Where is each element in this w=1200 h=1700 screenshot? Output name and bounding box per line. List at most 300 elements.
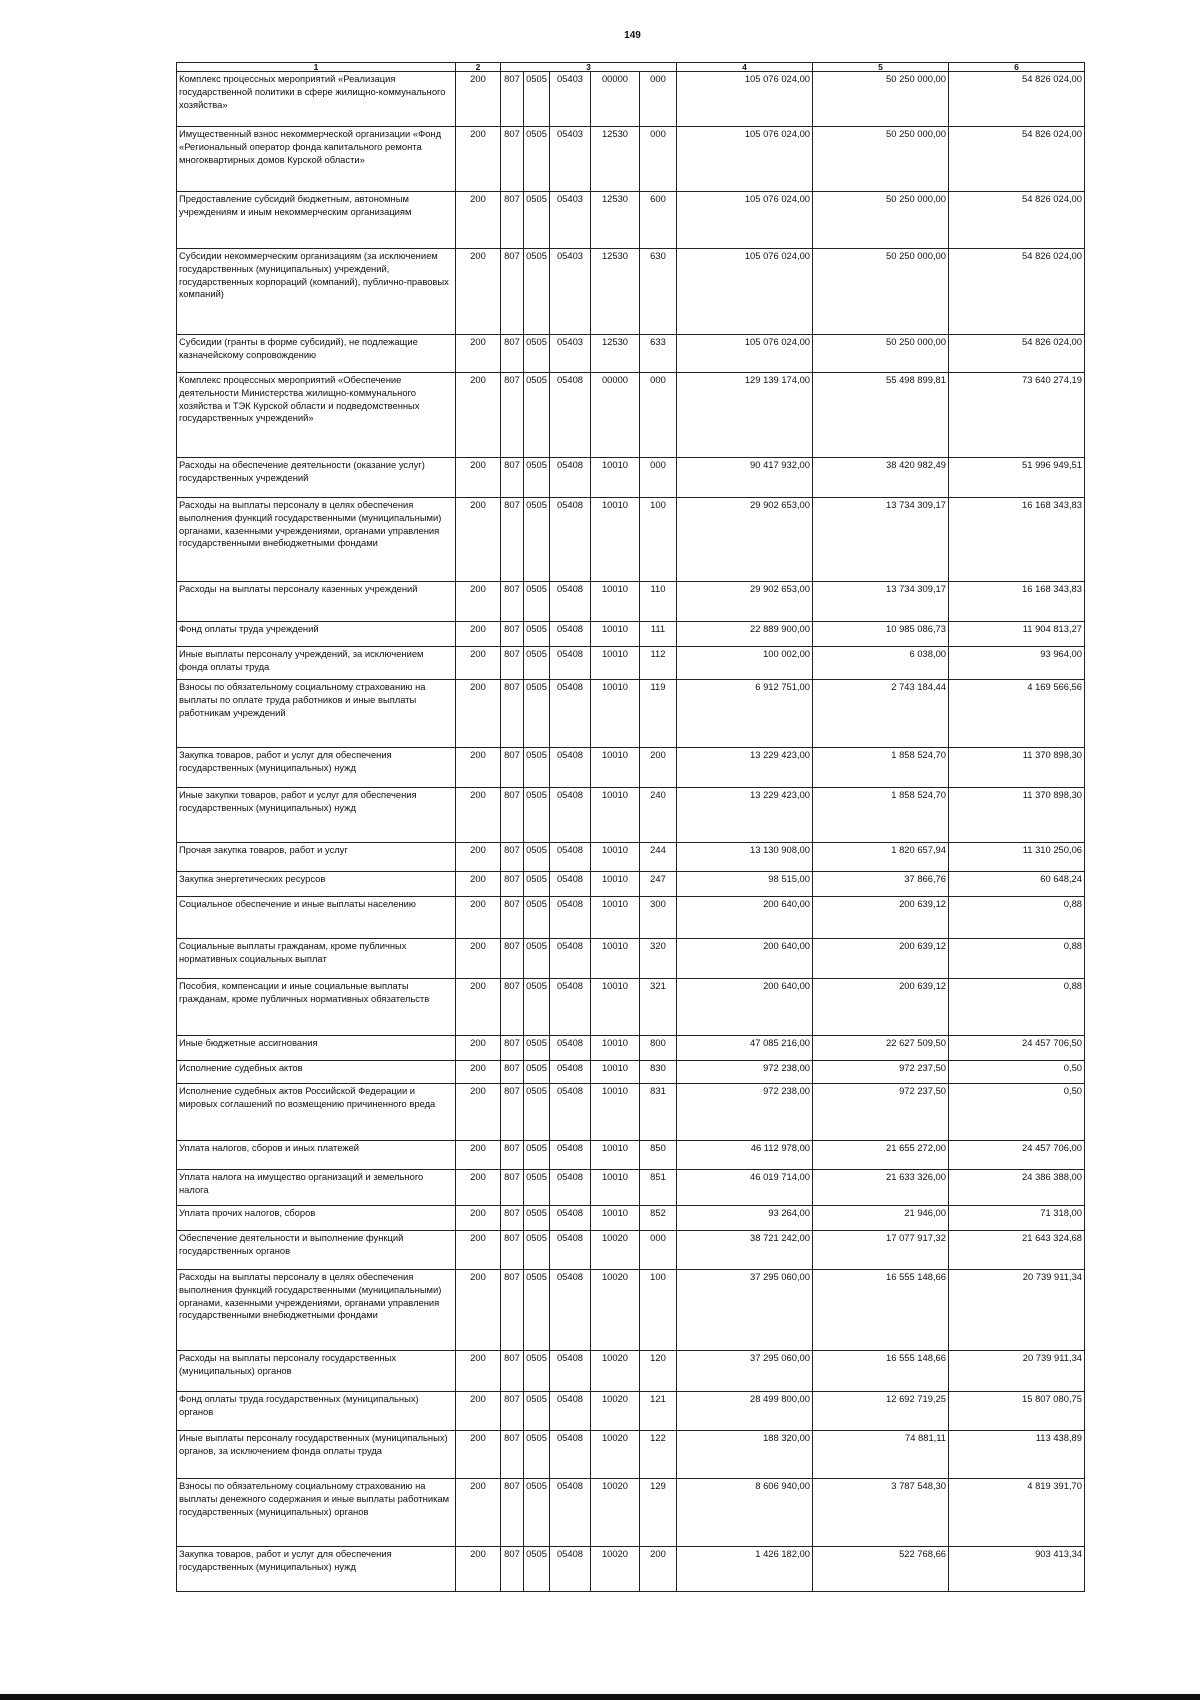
amount-cell-col5: 16 555 148,66	[813, 1270, 949, 1351]
code-cell-admin: 807	[501, 1547, 524, 1592]
amount-cell-col4: 6 912 751,00	[677, 680, 813, 748]
row-name-cell: Прочая закупка товаров, работ и услуг	[177, 843, 456, 872]
code-cell-section: 0505	[524, 1479, 550, 1547]
code-cell-admin: 807	[501, 127, 524, 192]
amount-cell-col6: 16 168 343,83	[949, 498, 1085, 582]
code-cell-program: 05408	[550, 1061, 591, 1084]
amount-cell-col5: 1 858 524,70	[813, 748, 949, 788]
code-cell-section: 0505	[524, 979, 550, 1036]
table-row	[177, 979, 1085, 1036]
code-cell-program: 05408	[550, 1479, 591, 1547]
code-cell-direction: 12530	[591, 192, 640, 249]
amount-cell-col6: 15 807 080,75	[949, 1392, 1085, 1431]
amount-cell-col6: 54 826 024,00	[949, 249, 1085, 335]
code-cell-col2: 200	[456, 1351, 501, 1392]
code-cell-col2: 200	[456, 1547, 501, 1592]
code-cell-section: 0505	[524, 1061, 550, 1084]
code-cell-direction: 10010	[591, 1084, 640, 1141]
code-cell-expense-type: 122	[640, 1431, 677, 1479]
code-cell-direction: 10020	[591, 1479, 640, 1547]
row-name-cell: Уплата прочих налогов, сборов	[177, 1206, 456, 1231]
amount-cell-col5: 22 627 509,50	[813, 1036, 949, 1061]
code-cell-program: 05408	[550, 1084, 591, 1141]
amount-cell-col6: 11 370 898,30	[949, 788, 1085, 843]
amount-cell-col5: 55 498 899,81	[813, 373, 949, 458]
code-cell-direction: 12530	[591, 127, 640, 192]
code-cell-section: 0505	[524, 647, 550, 680]
code-cell-expense-type: 000	[640, 373, 677, 458]
amount-cell-col4: 13 130 908,00	[677, 843, 813, 872]
code-cell-section: 0505	[524, 249, 550, 335]
code-cell-direction: 10020	[591, 1392, 640, 1431]
code-cell-col2: 200	[456, 872, 501, 897]
amount-cell-col5: 12 692 719,25	[813, 1392, 949, 1431]
code-cell-section: 0505	[524, 1206, 550, 1231]
amount-cell-col4: 105 076 024,00	[677, 72, 813, 127]
code-cell-direction: 10010	[591, 788, 640, 843]
row-name-cell: Обеспечение деятельности и выполнение функций государственных органов	[177, 1231, 456, 1270]
code-cell-admin: 807	[501, 979, 524, 1036]
code-cell-expense-type: 300	[640, 897, 677, 939]
code-cell-program: 05408	[550, 1141, 591, 1170]
code-cell-section: 0505	[524, 72, 550, 127]
code-cell-expense-type: 112	[640, 647, 677, 680]
row-name-cell: Иные бюджетные ассигнования	[177, 1036, 456, 1061]
code-cell-col2: 200	[456, 1036, 501, 1061]
code-cell-direction: 10010	[591, 622, 640, 647]
amount-cell-col6: 54 826 024,00	[949, 72, 1085, 127]
amount-cell-col6: 11 370 898,30	[949, 748, 1085, 788]
amount-cell-col6: 0,50	[949, 1084, 1085, 1141]
amount-cell-col4: 13 229 423,00	[677, 748, 813, 788]
code-cell-col2: 200	[456, 249, 501, 335]
amount-cell-col4: 22 889 900,00	[677, 622, 813, 647]
amount-cell-col5: 13 734 309,17	[813, 498, 949, 582]
table-row	[177, 1036, 1085, 1061]
code-cell-col2: 200	[456, 373, 501, 458]
code-cell-section: 0505	[524, 680, 550, 748]
row-name-cell: Предоставление субсидий бюджетным, автономным учреждениям и иным некоммерческим организациям	[177, 192, 456, 249]
code-cell-program: 05408	[550, 1270, 591, 1351]
header-cell-col6: 6	[949, 63, 1085, 72]
code-cell-expense-type: 800	[640, 1036, 677, 1061]
amount-cell-col5: 21 633 326,00	[813, 1170, 949, 1206]
code-cell-expense-type: 321	[640, 979, 677, 1036]
code-cell-expense-type: 119	[640, 680, 677, 748]
amount-cell-col5: 16 555 148,66	[813, 1351, 949, 1392]
code-cell-section: 0505	[524, 335, 550, 373]
table-row	[177, 458, 1085, 498]
row-name-cell: Социальное обеспечение и иные выплаты населению	[177, 897, 456, 939]
amount-cell-col4: 28 499 800,00	[677, 1392, 813, 1431]
table-row	[177, 127, 1085, 192]
code-cell-program: 05408	[550, 788, 591, 843]
amount-cell-col4: 972 238,00	[677, 1084, 813, 1141]
row-name-cell: Закупка энергетических ресурсов	[177, 872, 456, 897]
code-cell-col2: 200	[456, 458, 501, 498]
code-cell-admin: 807	[501, 249, 524, 335]
code-cell-program: 05408	[550, 622, 591, 647]
code-cell-admin: 807	[501, 1351, 524, 1392]
amount-cell-col6: 4 169 566,56	[949, 680, 1085, 748]
amount-cell-col6: 903 413,34	[949, 1547, 1085, 1592]
code-cell-program: 05408	[550, 458, 591, 498]
code-cell-admin: 807	[501, 897, 524, 939]
amount-cell-col5: 2 743 184,44	[813, 680, 949, 748]
code-cell-expense-type: 830	[640, 1061, 677, 1084]
amount-cell-col6: 54 826 024,00	[949, 335, 1085, 373]
amount-cell-col5: 37 866,76	[813, 872, 949, 897]
code-cell-program: 05408	[550, 498, 591, 582]
code-cell-section: 0505	[524, 788, 550, 843]
code-cell-admin: 807	[501, 939, 524, 979]
amount-cell-col6: 11 904 813,27	[949, 622, 1085, 647]
code-cell-section: 0505	[524, 127, 550, 192]
code-cell-col2: 200	[456, 979, 501, 1036]
amount-cell-col6: 24 457 706,50	[949, 1036, 1085, 1061]
code-cell-admin: 807	[501, 1141, 524, 1170]
code-cell-admin: 807	[501, 1170, 524, 1206]
table-row	[177, 1351, 1085, 1392]
amount-cell-col4: 200 640,00	[677, 897, 813, 939]
code-cell-program: 05408	[550, 1547, 591, 1592]
table-row	[177, 939, 1085, 979]
code-cell-col2: 200	[456, 1479, 501, 1547]
header-cell-col3: 3	[501, 63, 677, 72]
amount-cell-col4: 29 902 653,00	[677, 582, 813, 622]
code-cell-expense-type: 110	[640, 582, 677, 622]
amount-cell-col6: 113 438,89	[949, 1431, 1085, 1479]
row-name-cell: Комплекс процессных мероприятий «Реализация государственной политики в сфере жилищно-коммунального хозяйства»	[177, 72, 456, 127]
code-cell-section: 0505	[524, 872, 550, 897]
row-name-cell: Иные выплаты персоналу государственных (муниципальных) органов, за исключением фонда оплаты труда	[177, 1431, 456, 1479]
amount-cell-col5: 200 639,12	[813, 897, 949, 939]
code-cell-direction: 10010	[591, 680, 640, 748]
code-cell-col2: 200	[456, 1231, 501, 1270]
code-cell-col2: 200	[456, 897, 501, 939]
amount-cell-col6: 51 996 949,51	[949, 458, 1085, 498]
code-cell-expense-type: 111	[640, 622, 677, 647]
code-cell-section: 0505	[524, 622, 550, 647]
code-cell-admin: 807	[501, 335, 524, 373]
code-cell-direction: 10010	[591, 897, 640, 939]
code-cell-program: 05408	[550, 582, 591, 622]
code-cell-admin: 807	[501, 1084, 524, 1141]
amount-cell-col4: 188 320,00	[677, 1431, 813, 1479]
code-cell-expense-type: 000	[640, 127, 677, 192]
amount-cell-col5: 21 655 272,00	[813, 1141, 949, 1170]
amount-cell-col6: 11 310 250,06	[949, 843, 1085, 872]
amount-cell-col4: 105 076 024,00	[677, 249, 813, 335]
code-cell-admin: 807	[501, 1231, 524, 1270]
code-cell-admin: 807	[501, 1431, 524, 1479]
amount-cell-col4: 200 640,00	[677, 979, 813, 1036]
code-cell-direction: 10010	[591, 748, 640, 788]
row-name-cell: Фонд оплаты труда учреждений	[177, 622, 456, 647]
row-name-cell: Расходы на выплаты персоналу в целях обеспечения выполнения функций государственными (муниципальными) органами, казенными учреждениями, органами управления государственными внебюджетными фондами	[177, 1270, 456, 1351]
row-name-cell: Иные выплаты персоналу учреждений, за исключением фонда оплаты труда	[177, 647, 456, 680]
code-cell-expense-type: 000	[640, 1231, 677, 1270]
table-row	[177, 680, 1085, 748]
code-cell-program: 05403	[550, 192, 591, 249]
amount-cell-col5: 50 250 000,00	[813, 249, 949, 335]
code-cell-expense-type: 600	[640, 192, 677, 249]
amount-cell-col6: 0,88	[949, 939, 1085, 979]
code-cell-col2: 200	[456, 748, 501, 788]
code-cell-section: 0505	[524, 897, 550, 939]
code-cell-col2: 200	[456, 335, 501, 373]
code-cell-admin: 807	[501, 1206, 524, 1231]
amount-cell-col6: 24 386 388,00	[949, 1170, 1085, 1206]
code-cell-section: 0505	[524, 843, 550, 872]
amount-cell-col6: 24 457 706,00	[949, 1141, 1085, 1170]
code-cell-col2: 200	[456, 127, 501, 192]
code-cell-direction: 10010	[591, 872, 640, 897]
amount-cell-col5: 200 639,12	[813, 979, 949, 1036]
code-cell-col2: 200	[456, 647, 501, 680]
code-cell-direction: 10010	[591, 1061, 640, 1084]
code-cell-direction: 12530	[591, 249, 640, 335]
code-cell-admin: 807	[501, 582, 524, 622]
amount-cell-col4: 46 112 978,00	[677, 1141, 813, 1170]
code-cell-direction: 10010	[591, 939, 640, 979]
row-name-cell: Взносы по обязательному социальному страхованию на выплаты денежного содержания и иные выплаты работникам государственных (муниципальных) органов	[177, 1479, 456, 1547]
amount-cell-col4: 200 640,00	[677, 939, 813, 979]
amount-cell-col6: 54 826 024,00	[949, 192, 1085, 249]
code-cell-program: 05408	[550, 647, 591, 680]
code-cell-col2: 200	[456, 939, 501, 979]
amount-cell-col5: 50 250 000,00	[813, 192, 949, 249]
table-row	[177, 1547, 1085, 1592]
code-cell-expense-type: 000	[640, 458, 677, 498]
code-cell-program: 05408	[550, 1351, 591, 1392]
amount-cell-col4: 8 606 940,00	[677, 1479, 813, 1547]
code-cell-program: 05403	[550, 127, 591, 192]
code-cell-program: 05408	[550, 1170, 591, 1206]
header-cell-col2: 2	[456, 63, 501, 72]
code-cell-col2: 200	[456, 498, 501, 582]
row-name-cell: Социальные выплаты гражданам, кроме публичных нормативных социальных выплат	[177, 939, 456, 979]
amount-cell-col4: 1 426 182,00	[677, 1547, 813, 1592]
amount-cell-col4: 90 417 932,00	[677, 458, 813, 498]
table-row	[177, 1479, 1085, 1547]
table-row	[177, 843, 1085, 872]
row-name-cell: Взносы по обязательному социальному страхованию на выплаты по оплате труда работников и иные выплаты работникам учреждений	[177, 680, 456, 748]
code-cell-section: 0505	[524, 192, 550, 249]
code-cell-direction: 10010	[591, 843, 640, 872]
amount-cell-col4: 100 002,00	[677, 647, 813, 680]
code-cell-expense-type: 831	[640, 1084, 677, 1141]
code-cell-admin: 807	[501, 872, 524, 897]
amount-cell-col5: 50 250 000,00	[813, 335, 949, 373]
code-cell-expense-type: 244	[640, 843, 677, 872]
code-cell-direction: 10010	[591, 647, 640, 680]
code-cell-col2: 200	[456, 72, 501, 127]
code-cell-program: 05408	[550, 872, 591, 897]
table-row	[177, 622, 1085, 647]
code-cell-section: 0505	[524, 1392, 550, 1431]
code-cell-direction: 12530	[591, 335, 640, 373]
amount-cell-col5: 1 820 657,94	[813, 843, 949, 872]
code-cell-col2: 200	[456, 1141, 501, 1170]
amount-cell-col6: 93 964,00	[949, 647, 1085, 680]
code-cell-expense-type: 851	[640, 1170, 677, 1206]
row-name-cell: Иные закупки товаров, работ и услуг для обеспечения государственных (муниципальных) нужд	[177, 788, 456, 843]
code-cell-program: 05408	[550, 1392, 591, 1431]
code-cell-admin: 807	[501, 647, 524, 680]
code-cell-expense-type: 200	[640, 1547, 677, 1592]
code-cell-program: 05408	[550, 939, 591, 979]
code-cell-admin: 807	[501, 373, 524, 458]
row-name-cell: Исполнение судебных актов	[177, 1061, 456, 1084]
table-row	[177, 373, 1085, 458]
table-row	[177, 582, 1085, 622]
row-name-cell: Закупка товаров, работ и услуг для обеспечения государственных (муниципальных) нужд	[177, 748, 456, 788]
code-cell-program: 05403	[550, 72, 591, 127]
amount-cell-col5: 1 858 524,70	[813, 788, 949, 843]
table-row	[177, 1206, 1085, 1231]
code-cell-direction: 00000	[591, 373, 640, 458]
table-row	[177, 1270, 1085, 1351]
code-cell-admin: 807	[501, 1270, 524, 1351]
table-row	[177, 192, 1085, 249]
amount-cell-col6: 73 640 274,19	[949, 373, 1085, 458]
header-cell-col5: 5	[813, 63, 949, 72]
code-cell-program: 05408	[550, 843, 591, 872]
amount-cell-col6: 21 643 324,68	[949, 1231, 1085, 1270]
amount-cell-col4: 29 902 653,00	[677, 498, 813, 582]
table-row	[177, 897, 1085, 939]
table-row	[177, 1431, 1085, 1479]
amount-cell-col6: 20 739 911,34	[949, 1270, 1085, 1351]
amount-cell-col4: 129 139 174,00	[677, 373, 813, 458]
amount-cell-col5: 200 639,12	[813, 939, 949, 979]
code-cell-program: 05408	[550, 1036, 591, 1061]
amount-cell-col5: 38 420 982,49	[813, 458, 949, 498]
amount-cell-col4: 105 076 024,00	[677, 192, 813, 249]
table-row	[177, 1084, 1085, 1141]
amount-cell-col6: 54 826 024,00	[949, 127, 1085, 192]
code-cell-direction: 10010	[591, 1206, 640, 1231]
code-cell-col2: 200	[456, 1061, 501, 1084]
code-cell-col2: 200	[456, 1270, 501, 1351]
code-cell-section: 0505	[524, 1141, 550, 1170]
table-row	[177, 498, 1085, 582]
code-cell-section: 0505	[524, 1351, 550, 1392]
amount-cell-col5: 6 038,00	[813, 647, 949, 680]
code-cell-col2: 200	[456, 1392, 501, 1431]
code-cell-expense-type: 630	[640, 249, 677, 335]
code-cell-section: 0505	[524, 748, 550, 788]
code-cell-direction: 10020	[591, 1231, 640, 1270]
table-row	[177, 788, 1085, 843]
scan-bottom-border	[0, 1694, 1200, 1700]
code-cell-section: 0505	[524, 939, 550, 979]
budget-table	[176, 62, 1085, 1592]
code-cell-col2: 200	[456, 192, 501, 249]
code-cell-expense-type: 120	[640, 1351, 677, 1392]
code-cell-section: 0505	[524, 1270, 550, 1351]
code-cell-col2: 200	[456, 1206, 501, 1231]
row-name-cell: Уплата налогов, сборов и иных платежей	[177, 1141, 456, 1170]
code-cell-direction: 10010	[591, 582, 640, 622]
code-cell-program: 05408	[550, 1206, 591, 1231]
amount-cell-col4: 46 019 714,00	[677, 1170, 813, 1206]
code-cell-program: 05408	[550, 1431, 591, 1479]
table-row	[177, 872, 1085, 897]
code-cell-expense-type: 633	[640, 335, 677, 373]
table-row	[177, 748, 1085, 788]
code-cell-direction: 10010	[591, 498, 640, 582]
code-cell-expense-type: 200	[640, 748, 677, 788]
amount-cell-col6: 16 168 343,83	[949, 582, 1085, 622]
amount-cell-col5: 3 787 548,30	[813, 1479, 949, 1547]
code-cell-section: 0505	[524, 1036, 550, 1061]
page-number: 149	[624, 30, 641, 41]
code-cell-expense-type: 850	[640, 1141, 677, 1170]
table-row	[177, 72, 1085, 127]
code-cell-col2: 200	[456, 1170, 501, 1206]
code-cell-admin: 807	[501, 680, 524, 748]
code-cell-col2: 200	[456, 622, 501, 647]
code-cell-admin: 807	[501, 1036, 524, 1061]
amount-cell-col5: 972 237,50	[813, 1061, 949, 1084]
code-cell-program: 05403	[550, 335, 591, 373]
code-cell-col2: 200	[456, 788, 501, 843]
amount-cell-col4: 37 295 060,00	[677, 1351, 813, 1392]
amount-cell-col5: 17 077 917,32	[813, 1231, 949, 1270]
code-cell-expense-type: 320	[640, 939, 677, 979]
amount-cell-col5: 21 946,00	[813, 1206, 949, 1231]
code-cell-section: 0505	[524, 582, 550, 622]
row-name-cell: Фонд оплаты труда государственных (муниципальных) органов	[177, 1392, 456, 1431]
code-cell-admin: 807	[501, 458, 524, 498]
row-name-cell: Субсидии (гранты в форме субсидий), не подлежащие казначейскому сопровождению	[177, 335, 456, 373]
code-cell-expense-type: 852	[640, 1206, 677, 1231]
code-cell-section: 0505	[524, 458, 550, 498]
row-name-cell: Субсидии некоммерческим организациям (за исключением государственных (муниципальных) учреждений, государственных корпораций (компаний), публично-правовых компаний)	[177, 249, 456, 335]
code-cell-section: 0505	[524, 498, 550, 582]
code-cell-section: 0505	[524, 1084, 550, 1141]
code-cell-admin: 807	[501, 1061, 524, 1084]
amount-cell-col4: 13 229 423,00	[677, 788, 813, 843]
code-cell-direction: 10010	[591, 458, 640, 498]
row-name-cell: Закупка товаров, работ и услуг для обеспечения государственных (муниципальных) нужд	[177, 1547, 456, 1592]
code-cell-expense-type: 000	[640, 72, 677, 127]
amount-cell-col4: 972 238,00	[677, 1061, 813, 1084]
code-cell-direction: 10020	[591, 1431, 640, 1479]
amount-cell-col6: 20 739 911,34	[949, 1351, 1085, 1392]
amount-cell-col4: 98 515,00	[677, 872, 813, 897]
amount-cell-col5: 50 250 000,00	[813, 127, 949, 192]
row-name-cell: Комплекс процессных мероприятий «Обеспечение деятельности Министерства жилищно-коммунального хозяйства и ТЭК Курской области и подведомственных государственных учреждений»	[177, 373, 456, 458]
header-cell-col1: 1	[177, 63, 456, 72]
amount-cell-col6: 60 648,24	[949, 872, 1085, 897]
amount-cell-col4: 105 076 024,00	[677, 335, 813, 373]
code-cell-direction: 00000	[591, 72, 640, 127]
amount-cell-col5: 522 768,66	[813, 1547, 949, 1592]
code-cell-col2: 200	[456, 680, 501, 748]
amount-cell-col5: 13 734 309,17	[813, 582, 949, 622]
code-cell-program: 05408	[550, 680, 591, 748]
code-cell-direction: 10010	[591, 1170, 640, 1206]
code-cell-admin: 807	[501, 622, 524, 647]
amount-cell-col4: 47 085 216,00	[677, 1036, 813, 1061]
table-row	[177, 1392, 1085, 1431]
code-cell-direction: 10010	[591, 1141, 640, 1170]
amount-cell-col6: 0,88	[949, 897, 1085, 939]
table-row	[177, 1231, 1085, 1270]
